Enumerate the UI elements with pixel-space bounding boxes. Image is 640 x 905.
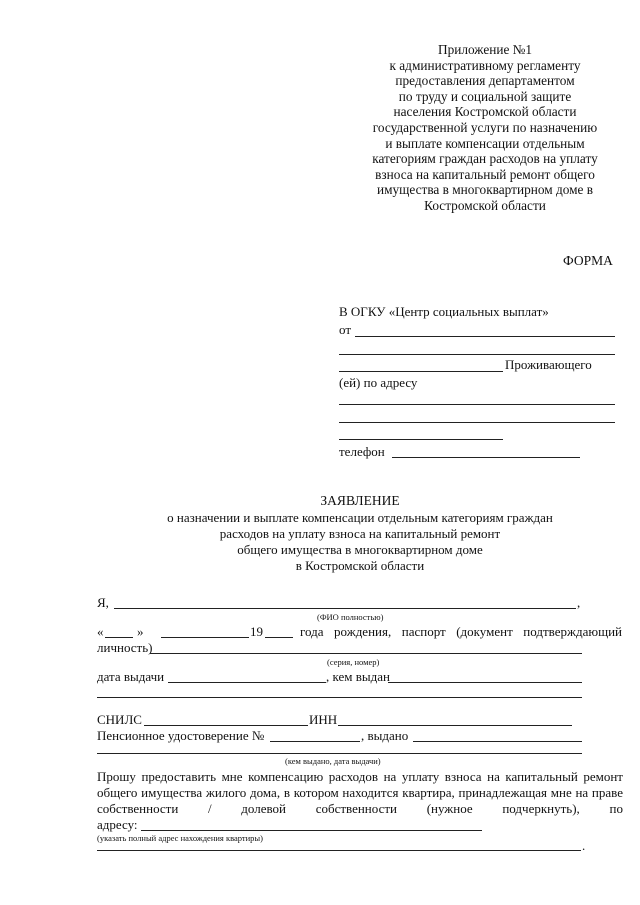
birth-year-field[interactable]	[265, 637, 293, 638]
snils-label: СНИЛС	[97, 712, 142, 727]
address-field-3[interactable]	[339, 439, 503, 440]
identity-label: личность)	[97, 640, 153, 655]
issued-by-field-2[interactable]	[97, 697, 582, 698]
header-line: взноса на капитальный ремонт общего	[375, 166, 595, 182]
request-line: Прошу предоставить мне компенсацию расходов на уплату взноса на капитальный ремонт	[97, 769, 623, 784]
birth-passport-text: года рождения, паспорт (документ подтверждающий	[300, 624, 622, 639]
i-label: Я,	[97, 595, 109, 610]
series-hint: (серия, номер)	[327, 657, 380, 667]
ownership-word: собственности	[97, 801, 179, 816]
ownership-word: /	[208, 801, 212, 816]
header-line: имущества в многоквартирном доме в	[376, 182, 594, 198]
inn-field[interactable]	[338, 725, 572, 726]
birth-day-field[interactable]	[105, 637, 133, 638]
issued-hint: (кем выдано, дата выдачи)	[285, 756, 381, 766]
issued-by-field[interactable]	[388, 682, 582, 683]
address-hint: (указать полный адрес нахождения квартиры)	[97, 833, 263, 843]
address-field-1[interactable]	[339, 404, 615, 405]
header-line: государственной услуги по назначению	[372, 119, 598, 135]
phone-field[interactable]	[392, 457, 580, 458]
header-line: Приложение №1	[437, 42, 533, 57]
quote-close: »	[137, 624, 144, 639]
header-line: категориям граждан расходов на уплату	[372, 151, 598, 167]
form-label: ФОРМА	[563, 253, 613, 268]
header-line: предоставления департаментом	[395, 73, 575, 89]
phone-label: телефон	[339, 444, 385, 459]
final-dot: .	[582, 838, 586, 853]
applicant-name-field[interactable]	[355, 336, 615, 337]
ownership-line	[97, 801, 623, 816]
ownership-word: по	[609, 801, 623, 816]
full-name-field[interactable]	[114, 608, 576, 609]
pension-cert-label: Пенсионное удостоверение №	[97, 728, 265, 743]
request-line: общего имущества жилого дома, в котором находится квартира, принадлежащая мне на праве	[97, 785, 623, 800]
appendix-header	[340, 42, 630, 214]
document-title: ЗАЯВЛЕНИЕ	[320, 493, 400, 508]
quote-open: «	[97, 624, 104, 639]
ownership-word: (нужное	[426, 801, 473, 816]
issue-date-label: дата выдачи	[97, 669, 165, 684]
ownership-word: подчеркнуть),	[502, 801, 580, 816]
pension-issued-field[interactable]	[413, 741, 582, 742]
year-prefix: 19	[250, 624, 263, 639]
header-line: Костромской области	[424, 197, 546, 213]
title-line: общего имущества в многоквартирном доме	[237, 542, 483, 557]
apartment-address-field-2[interactable]	[97, 850, 581, 851]
pension-cert-number-field[interactable]	[270, 741, 360, 742]
comma: ,	[577, 595, 581, 610]
applicant-name-field-3[interactable]	[339, 371, 503, 372]
ownership-word: собственности	[315, 801, 398, 816]
snils-field[interactable]	[144, 725, 308, 726]
addressee-to: В ОГКУ «Центр социальных выплат»	[339, 304, 549, 319]
addressee-from-label: от	[339, 322, 352, 337]
residing-label: Проживающего	[505, 357, 592, 372]
issued-label: , выдано	[361, 728, 409, 743]
pension-issued-field-2[interactable]	[97, 753, 582, 754]
passport-number-field[interactable]	[150, 653, 582, 654]
inn-label: ИНН	[309, 712, 338, 727]
address-label: адресу:	[97, 817, 138, 832]
applicant-name-field-2[interactable]	[339, 354, 615, 355]
issued-by-label: , кем выдан	[326, 669, 390, 684]
issue-date-field[interactable]	[168, 682, 326, 683]
header-line: и выплате компенсации отдельным	[385, 135, 585, 151]
title-line: расходов на уплату взноса на капитальный ремонт	[219, 526, 501, 541]
apartment-address-field[interactable]	[141, 830, 482, 831]
fio-hint: (ФИО полностью)	[317, 612, 384, 622]
header-line: населения Костромской области	[393, 104, 577, 120]
address-field-2[interactable]	[339, 422, 615, 423]
title-line: о назначении и выплате компенсации отдельным категориям граждан	[167, 510, 553, 525]
birth-month-field[interactable]	[161, 637, 249, 638]
header-line: по труду и социальной защите	[398, 88, 572, 104]
residing-cont-label: (ей) по адресу	[339, 375, 418, 390]
ownership-word: долевой	[241, 801, 287, 816]
header-line: к административному регламенту	[389, 57, 581, 73]
title-line: в Костромской области	[295, 558, 425, 573]
